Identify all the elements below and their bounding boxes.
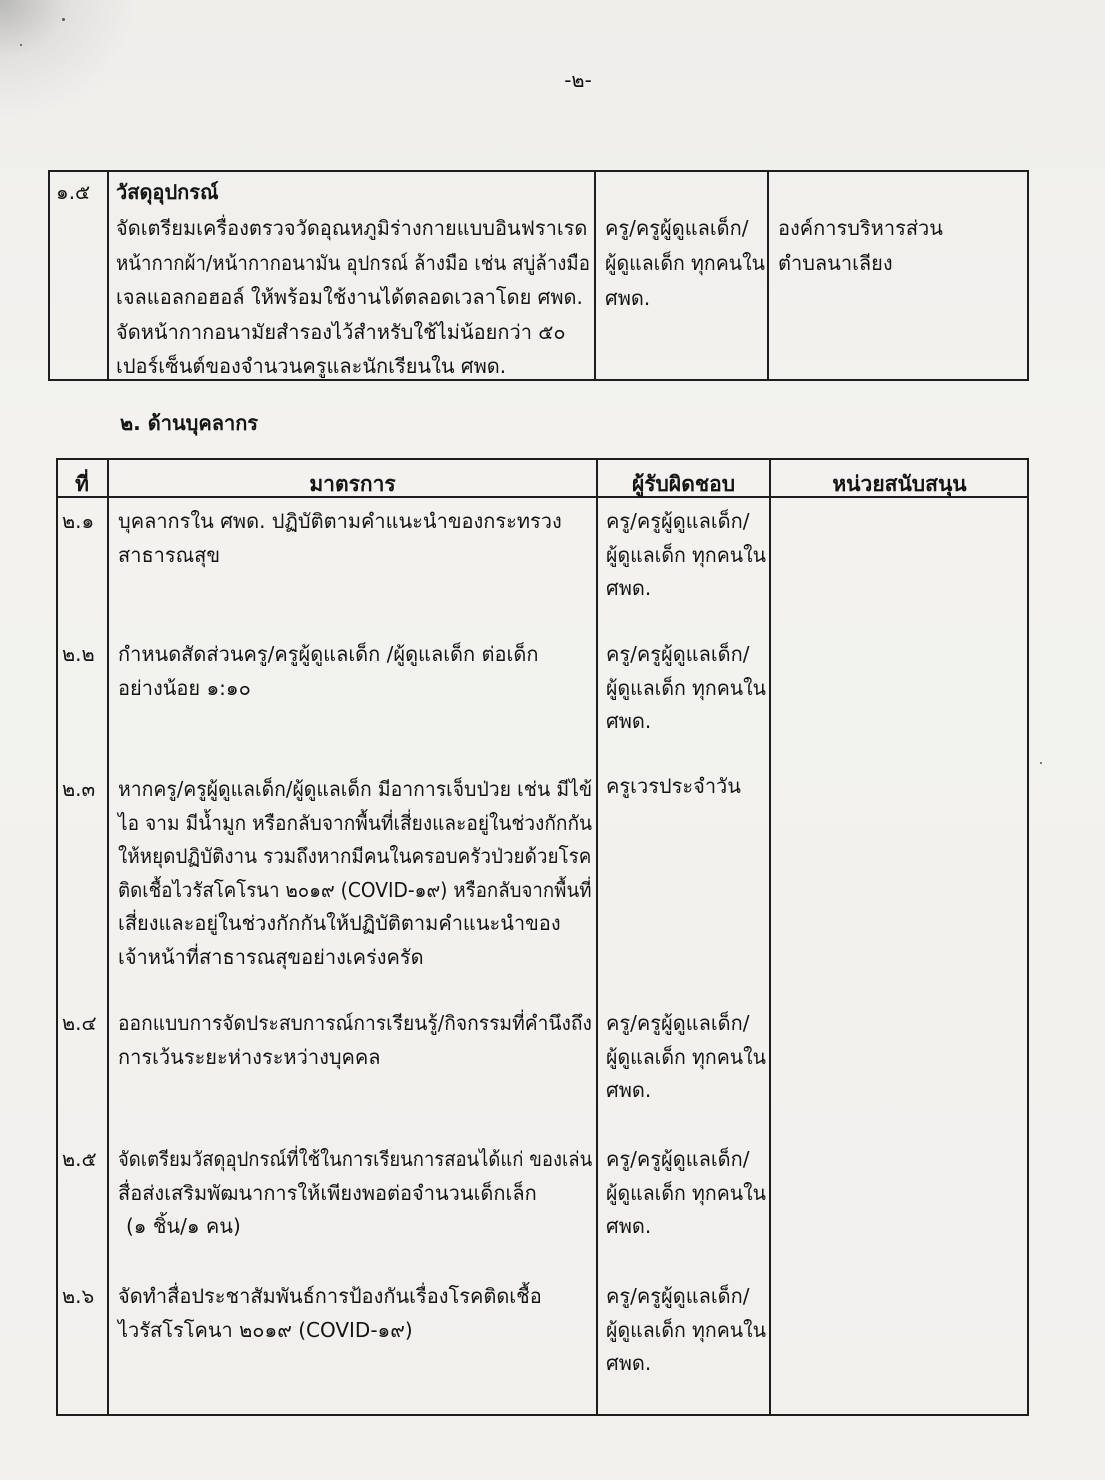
measure-line: อย่างน้อย ๑:๑๐ bbox=[118, 675, 251, 700]
responsible-line: ศพด. bbox=[606, 1214, 652, 1238]
item-number: ๑.๕ bbox=[56, 180, 91, 204]
responsible-line: ผู้ดูแลเด็ก ทุกคนใน bbox=[606, 1317, 767, 1342]
measure-line: จัดหน้ากากอนามัยสำรองไว้สำหรับใช้ไม่น้อยกว่า ๕๐ bbox=[116, 319, 566, 344]
responsible-line: ศพด. bbox=[606, 576, 652, 600]
measure-line: ติดเชื้อไวรัสโคโรนา ๒๐๑๙ (COVID-๑๙) หรือกลับจากพื้นที่ bbox=[118, 877, 592, 902]
responsible-line: ครู/ครูผู้ดูแลเด็ก/ bbox=[606, 509, 750, 533]
measure-line: (๑ ชิ้น/๑ คน) bbox=[126, 1214, 241, 1238]
column-divider bbox=[769, 458, 771, 1416]
responsible-cell bbox=[606, 770, 766, 804]
support-line: องค์การบริหารส่วน bbox=[778, 216, 943, 240]
responsible-line: ครู/ครูผู้ดูแลเด็ก/ bbox=[606, 1284, 750, 1308]
item-title: วัสดุอุปกรณ์ bbox=[116, 180, 219, 204]
measure-line: ออกแบบการจัดประสบการณ์การเรียนรู้/กิจกรรมที่คำนึงถึง bbox=[118, 1011, 592, 1035]
item-number: ๒.๔ bbox=[62, 1011, 97, 1035]
responsible-line: ศพด. bbox=[606, 1351, 652, 1375]
measure-line: เสี่ยงและอยู่ในช่วงกักกันให้ปฏิบัติตามคำแนะนำของ bbox=[118, 911, 561, 935]
support-line: ตำบลนาเลียง bbox=[778, 251, 893, 275]
item-number: ๒.๖ bbox=[62, 1284, 95, 1308]
item-number: ๒.๑ bbox=[62, 509, 95, 533]
measure-line: จัดเตรียมวัสดุอุปกรณ์ที่ใช้ในการเรียนการสอนได้แก่ ของเล่น bbox=[118, 1147, 593, 1171]
responsible-line: ศพด. bbox=[605, 286, 651, 310]
item-number: ๒.๓ bbox=[62, 777, 96, 801]
measure-line: เจลแอลกอฮอล์ ให้พร้อมใช้งานได้ตลอดเวลาโดย ศพด. bbox=[116, 285, 583, 309]
measure-cell bbox=[116, 211, 590, 384]
column-divider bbox=[107, 170, 109, 381]
scan-speck bbox=[20, 44, 22, 46]
responsible-cell bbox=[606, 1007, 766, 1108]
header-support: หน่วยสนับสนุน bbox=[832, 472, 967, 496]
header-no: ที่ bbox=[75, 472, 89, 496]
measure-cell bbox=[118, 638, 592, 705]
measure-line: จัดเตรียมเครื่องตรวจวัดอุณหภูมิร่างกายแบบอินฟราเรด bbox=[116, 216, 588, 240]
responsible-line: ครู/ครูผู้ดูแลเด็ก/ bbox=[606, 1147, 750, 1171]
header-measure: มาตรการ bbox=[309, 472, 396, 496]
responsible-cell bbox=[605, 211, 765, 316]
scan-speck bbox=[62, 18, 65, 21]
measure-cell bbox=[118, 1280, 592, 1347]
page-number: -๒- bbox=[564, 68, 592, 92]
item-number: ๒.๕ bbox=[62, 1147, 97, 1171]
responsible-cell bbox=[606, 638, 766, 739]
responsible-line: ผู้ดูแลเด็ก ทุกคนใน bbox=[606, 675, 767, 700]
support-cell bbox=[778, 211, 1018, 281]
measure-cell bbox=[118, 1007, 592, 1074]
measure-line: จัดทำสื่อประชาสัมพันธ์การป้องกันเรื่องโรคติดเชื้อ bbox=[118, 1284, 542, 1308]
responsible-line: ศพด. bbox=[606, 1078, 652, 1102]
measure-cell bbox=[118, 505, 592, 572]
measure-line: บุคลากรใน ศพด. ปฏิบัติตามคำแนะนำของกระทรวง bbox=[118, 509, 562, 533]
measure-line: หากครู/ครูผู้ดูแลเด็ก/ผู้ดูแลเด็ก มีอาการเจ็บป่วย เช่น มีไข้ bbox=[118, 777, 593, 801]
scan-shadow bbox=[0, 0, 140, 120]
responsible-line: ครู/ครูผู้ดูแลเด็ก/ bbox=[605, 216, 749, 240]
measure-line: ให้หยุดปฏิบัติงาน รวมถึงหากมีคนในครอบครัวป่วยด้วยโรค bbox=[118, 844, 592, 868]
responsible-line: ผู้ดูแลเด็ก ทุกคนใน bbox=[606, 1044, 767, 1069]
measure-line: สื่อส่งเสริมพัฒนาการให้เพียงพอต่อจำนวนเด็กเล็ก bbox=[118, 1180, 537, 1205]
responsible-line: ครู/ครูผู้ดูแลเด็ก/ bbox=[606, 1011, 750, 1035]
column-divider bbox=[594, 170, 596, 381]
measure-line: การเว้นระยะห่างระหว่างบุคคล bbox=[118, 1044, 381, 1069]
column-divider bbox=[107, 458, 109, 1416]
responsible-cell bbox=[606, 1143, 766, 1244]
measure-line: เจ้าหน้าที่สาธารณสุขอย่างเคร่งครัด bbox=[118, 944, 424, 969]
responsible-line: ครูเวรประจำวัน bbox=[606, 774, 741, 798]
responsible-line: ผู้ดูแลเด็ก ทุกคนใน bbox=[606, 1180, 767, 1205]
column-divider bbox=[596, 458, 598, 1416]
responsible-cell bbox=[606, 505, 766, 606]
responsible-line: ผู้ดูแลเด็ก ทุกคนใน bbox=[606, 542, 767, 567]
section-heading: ๒. ด้านบุคลากร bbox=[120, 411, 259, 435]
measure-line: ไวรัสโรโคนา ๒๐๑๙ (COVID-๑๙) bbox=[118, 1317, 413, 1342]
column-divider bbox=[767, 170, 769, 381]
responsible-cell bbox=[606, 1280, 766, 1381]
header-responsible: ผู้รับผิดชอบ bbox=[631, 472, 736, 496]
responsible-line: ศพด. bbox=[606, 709, 652, 733]
measure-cell bbox=[118, 1143, 592, 1244]
measure-line: สาธารณสุข bbox=[118, 542, 221, 567]
measure-line: กำหนดสัดส่วนครู/ครูผู้ดูแลเด็ก /ผู้ดูแลเด็ก ต่อเด็ก bbox=[118, 642, 539, 666]
measure-line: เปอร์เซ็นต์ของจำนวนครูและนักเรียนใน ศพด. bbox=[116, 354, 507, 378]
measure-line: หน้ากากผ้า/หน้ากากอนามัน อุปกรณ์ ล้างมือ เช่น สบู่ล้างมือ bbox=[116, 250, 590, 275]
item-number: ๒.๒ bbox=[62, 642, 95, 666]
measure-line: ไอ จาม มีน้ำมูก หรือกลับจากพื้นที่เสี่ยงและอยู่ในช่วงกักกัน bbox=[118, 810, 593, 835]
responsible-line: ผู้ดูแลเด็ก ทุกคนใน bbox=[605, 251, 766, 275]
measure-cell bbox=[118, 773, 592, 974]
scan-speck bbox=[1040, 762, 1042, 764]
responsible-line: ครู/ครูผู้ดูแลเด็ก/ bbox=[606, 642, 750, 666]
